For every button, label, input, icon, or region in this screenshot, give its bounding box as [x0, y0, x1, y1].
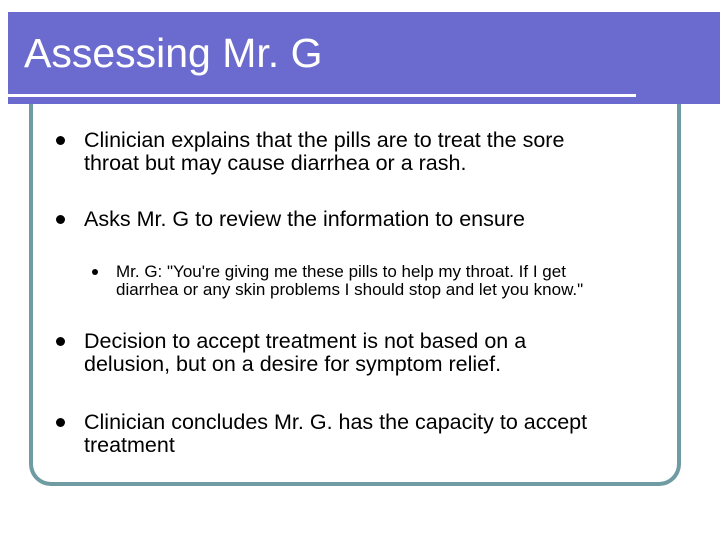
bullet-dot-icon	[56, 136, 65, 145]
sub-bullet-text-line: diarrhea or any skin problems I should stop and let you know."	[116, 280, 584, 299]
bullet-text-line: throat but may cause diarrhea or a rash.	[84, 151, 467, 175]
bullet-item	[84, 208, 664, 231]
bullet-dot-icon	[56, 215, 65, 224]
bullet-text-line: treatment	[84, 433, 175, 457]
bullet-text-line: Decision to accept treatment is not based on a	[84, 329, 527, 353]
bullet-text-line: Clinician concludes Mr. G. has the capacity to accept	[84, 410, 588, 434]
bullet-text-line: Asks Mr. G to review the information to ensure	[84, 207, 525, 231]
bullet-dot-icon	[56, 418, 65, 427]
bullet-item	[84, 330, 664, 376]
bullet-text-line: Clinician explains that the pills are to treat the sore	[84, 128, 565, 152]
bullet-text-line: delusion, but on a desire for symptom relief.	[84, 352, 502, 376]
title-underline	[8, 94, 636, 97]
bullet-dot-icon	[56, 337, 65, 346]
slide-title: Assessing Mr. G	[24, 30, 323, 76]
bullet-item	[84, 411, 664, 457]
bullet-item	[84, 129, 664, 175]
sub-bullet-text-line: Mr. G: "You're giving me these pills to help my throat. If I get	[116, 262, 566, 281]
sub-bullet-item	[116, 263, 686, 299]
bullet-dot-icon	[92, 269, 98, 275]
